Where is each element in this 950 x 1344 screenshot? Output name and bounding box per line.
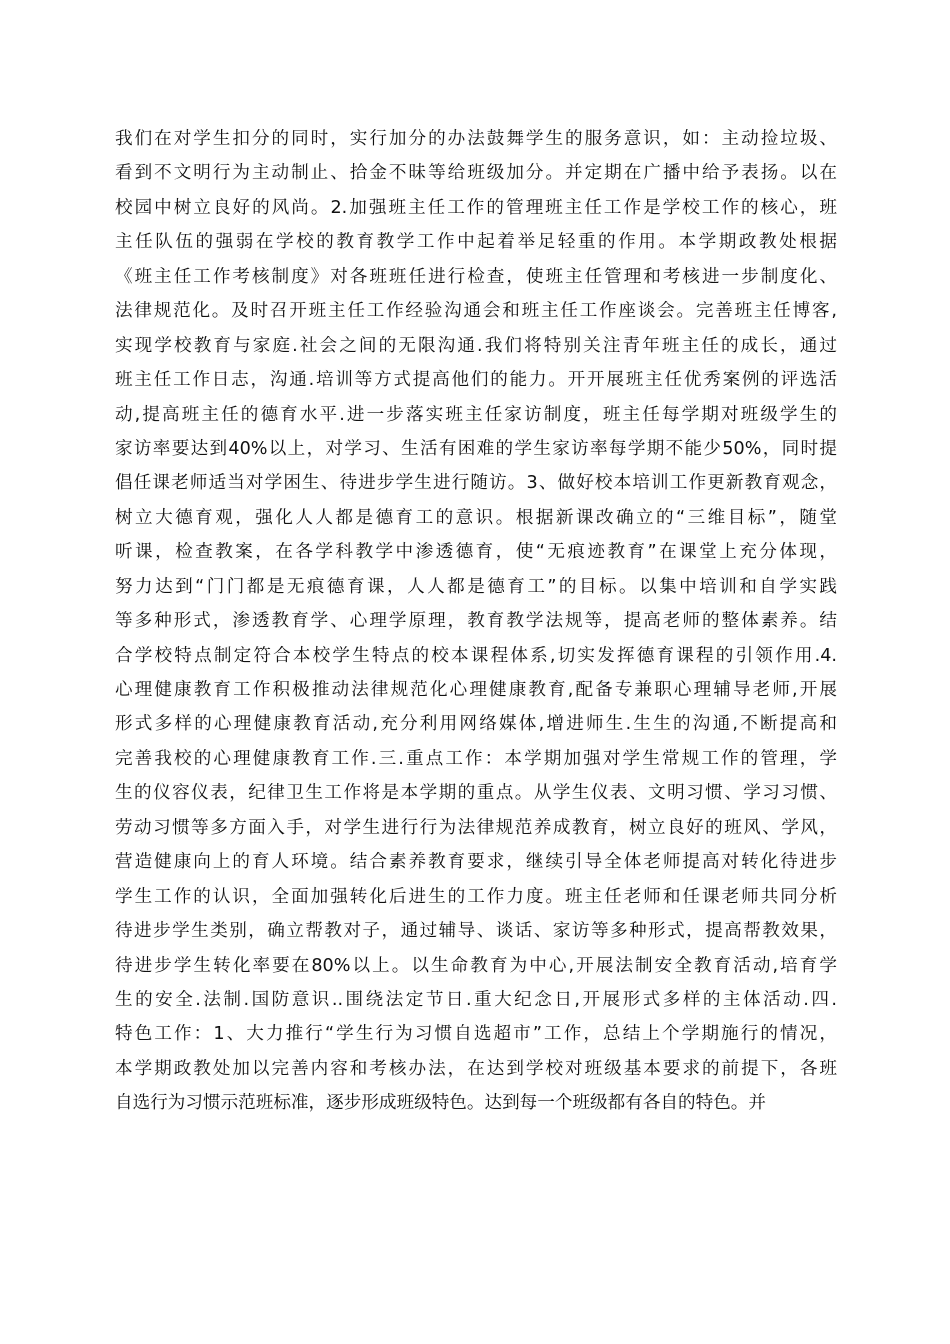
text-line: 主任队伍的强弱在学校的教育教学工作中起着举足轻重的作用。本学期政教处根据 xyxy=(115,232,837,253)
text-line: 家访率要达到40%以上，对学习、生活有困难的学生家访率每学期不能少50%，同时提 xyxy=(115,438,837,459)
text-line: 特色工作：1、大力推行“学生行为习惯自选超市”工作，总结上个学期施行的情况， xyxy=(115,1024,837,1045)
text-line: 自选行为习惯示范班标准，逐步形成班级特色。达到每一个班级都有各自的特色。并 xyxy=(115,1093,766,1114)
text-line: 法律规范化。及时召开班主任工作经验沟通会和班主任工作座谈会。完善班主任博客, xyxy=(115,301,837,322)
text-line: 待进步学生类别，确立帮教对子，通过辅导、谈话、家访等多种形式，提高帮教效果， xyxy=(115,921,837,942)
text-line: 劳动习惯等多方面入手，对学生进行行为法律规范养成教育，树立良好的班风、学风， xyxy=(115,817,837,838)
text-line: 实现学校教育与家庭.社会之间的无限沟通.我们将特别关注青年班主任的成长，通过 xyxy=(115,335,837,356)
text-line: 生的仪容仪表，纪律卫生工作将是本学期的重点。从学生仪表、文明习惯、学习习惯、 xyxy=(115,783,837,804)
text-line: 努力达到“门门都是无痕德育课，人人都是德育工”的目标。以集中培训和自学实践 xyxy=(115,576,837,597)
text-line: 班主任工作日志，沟通.培训等方式提高他们的能力。开开展班主任优秀案例的评选活 xyxy=(115,370,837,391)
text-line: 待进步学生转化率要在80%以上。以生命教育为中心,开展法制安全教育活动,培育学 xyxy=(115,955,837,976)
text-line: 我们在对学生扣分的同时，实行加分的办法鼓舞学生的服务意识，如：主动捡垃圾、 xyxy=(115,129,837,149)
text-line: 树立大德育观，强化人人都是德育工的意识。根据新课改确立的“三维目标”，随堂 xyxy=(115,507,837,528)
text-line: 营造健康向上的育人环境。结合素养教育要求，继续引导全体老师提高对转化待进步 xyxy=(115,852,837,873)
text-line: 动,提高班主任的德育水平.进一步落实班主任家访制度，班主任每学期对班级学生的 xyxy=(115,404,837,425)
text-line: 形式多样的心理健康教育活动,充分利用网络媒体,增进师生.生生的沟通,不断提高和 xyxy=(115,714,837,735)
text-line: 本学期政教处加以完善内容和考核办法，在达到学校对班级基本要求的前提下，各班 xyxy=(115,1058,837,1079)
text-line: 心理健康教育工作积极推动法律规范化心理健康教育,配备专兼职心理辅导老师,开展 xyxy=(115,680,837,700)
text-line: 倡任课老师适当对学困生、待进步学生进行随访。3、做好校本培训工作更新教育观念， xyxy=(115,473,837,494)
text-line: 合学校特点制定符合本校学生特点的校本课程体系,切实发挥德育课程的引领作用.4. xyxy=(115,645,837,666)
text-line: 等多种形式，渗透教育学、心理学原理，教育教学法规等，提高老师的整体素养。结 xyxy=(115,611,837,632)
text-line: 完善我校的心理健康教育工作.三.重点工作：本学期加强对学生常规工作的管理，学 xyxy=(115,748,837,769)
text-line: 《班主任工作考核制度》对各班班任进行检查，使班主任管理和考核进一步制度化、 xyxy=(115,266,837,287)
text-line: 听课，检查教案，在各学科教学中渗透德育，使“无痕迹教育”在课堂上充分体现， xyxy=(115,542,837,563)
body-text xyxy=(115,122,837,1121)
text-line: 看到不文明行为主动制止、拾金不昧等给班级加分。并定期在广播中给予表扬。以在 xyxy=(115,163,837,184)
text-line: 生的安全.法制.国防意识..围绕法定节日.重大纪念日,开展形式多样的主体活动.四. xyxy=(115,989,837,1010)
text-line: 校园中树立良好的风尚。2.加强班主任工作的管理班主任工作是学校工作的核心，班 xyxy=(115,197,837,218)
text-line: 学生工作的认识，全面加强转化后进生的工作力度。班主任老师和任课老师共同分析 xyxy=(115,886,837,907)
